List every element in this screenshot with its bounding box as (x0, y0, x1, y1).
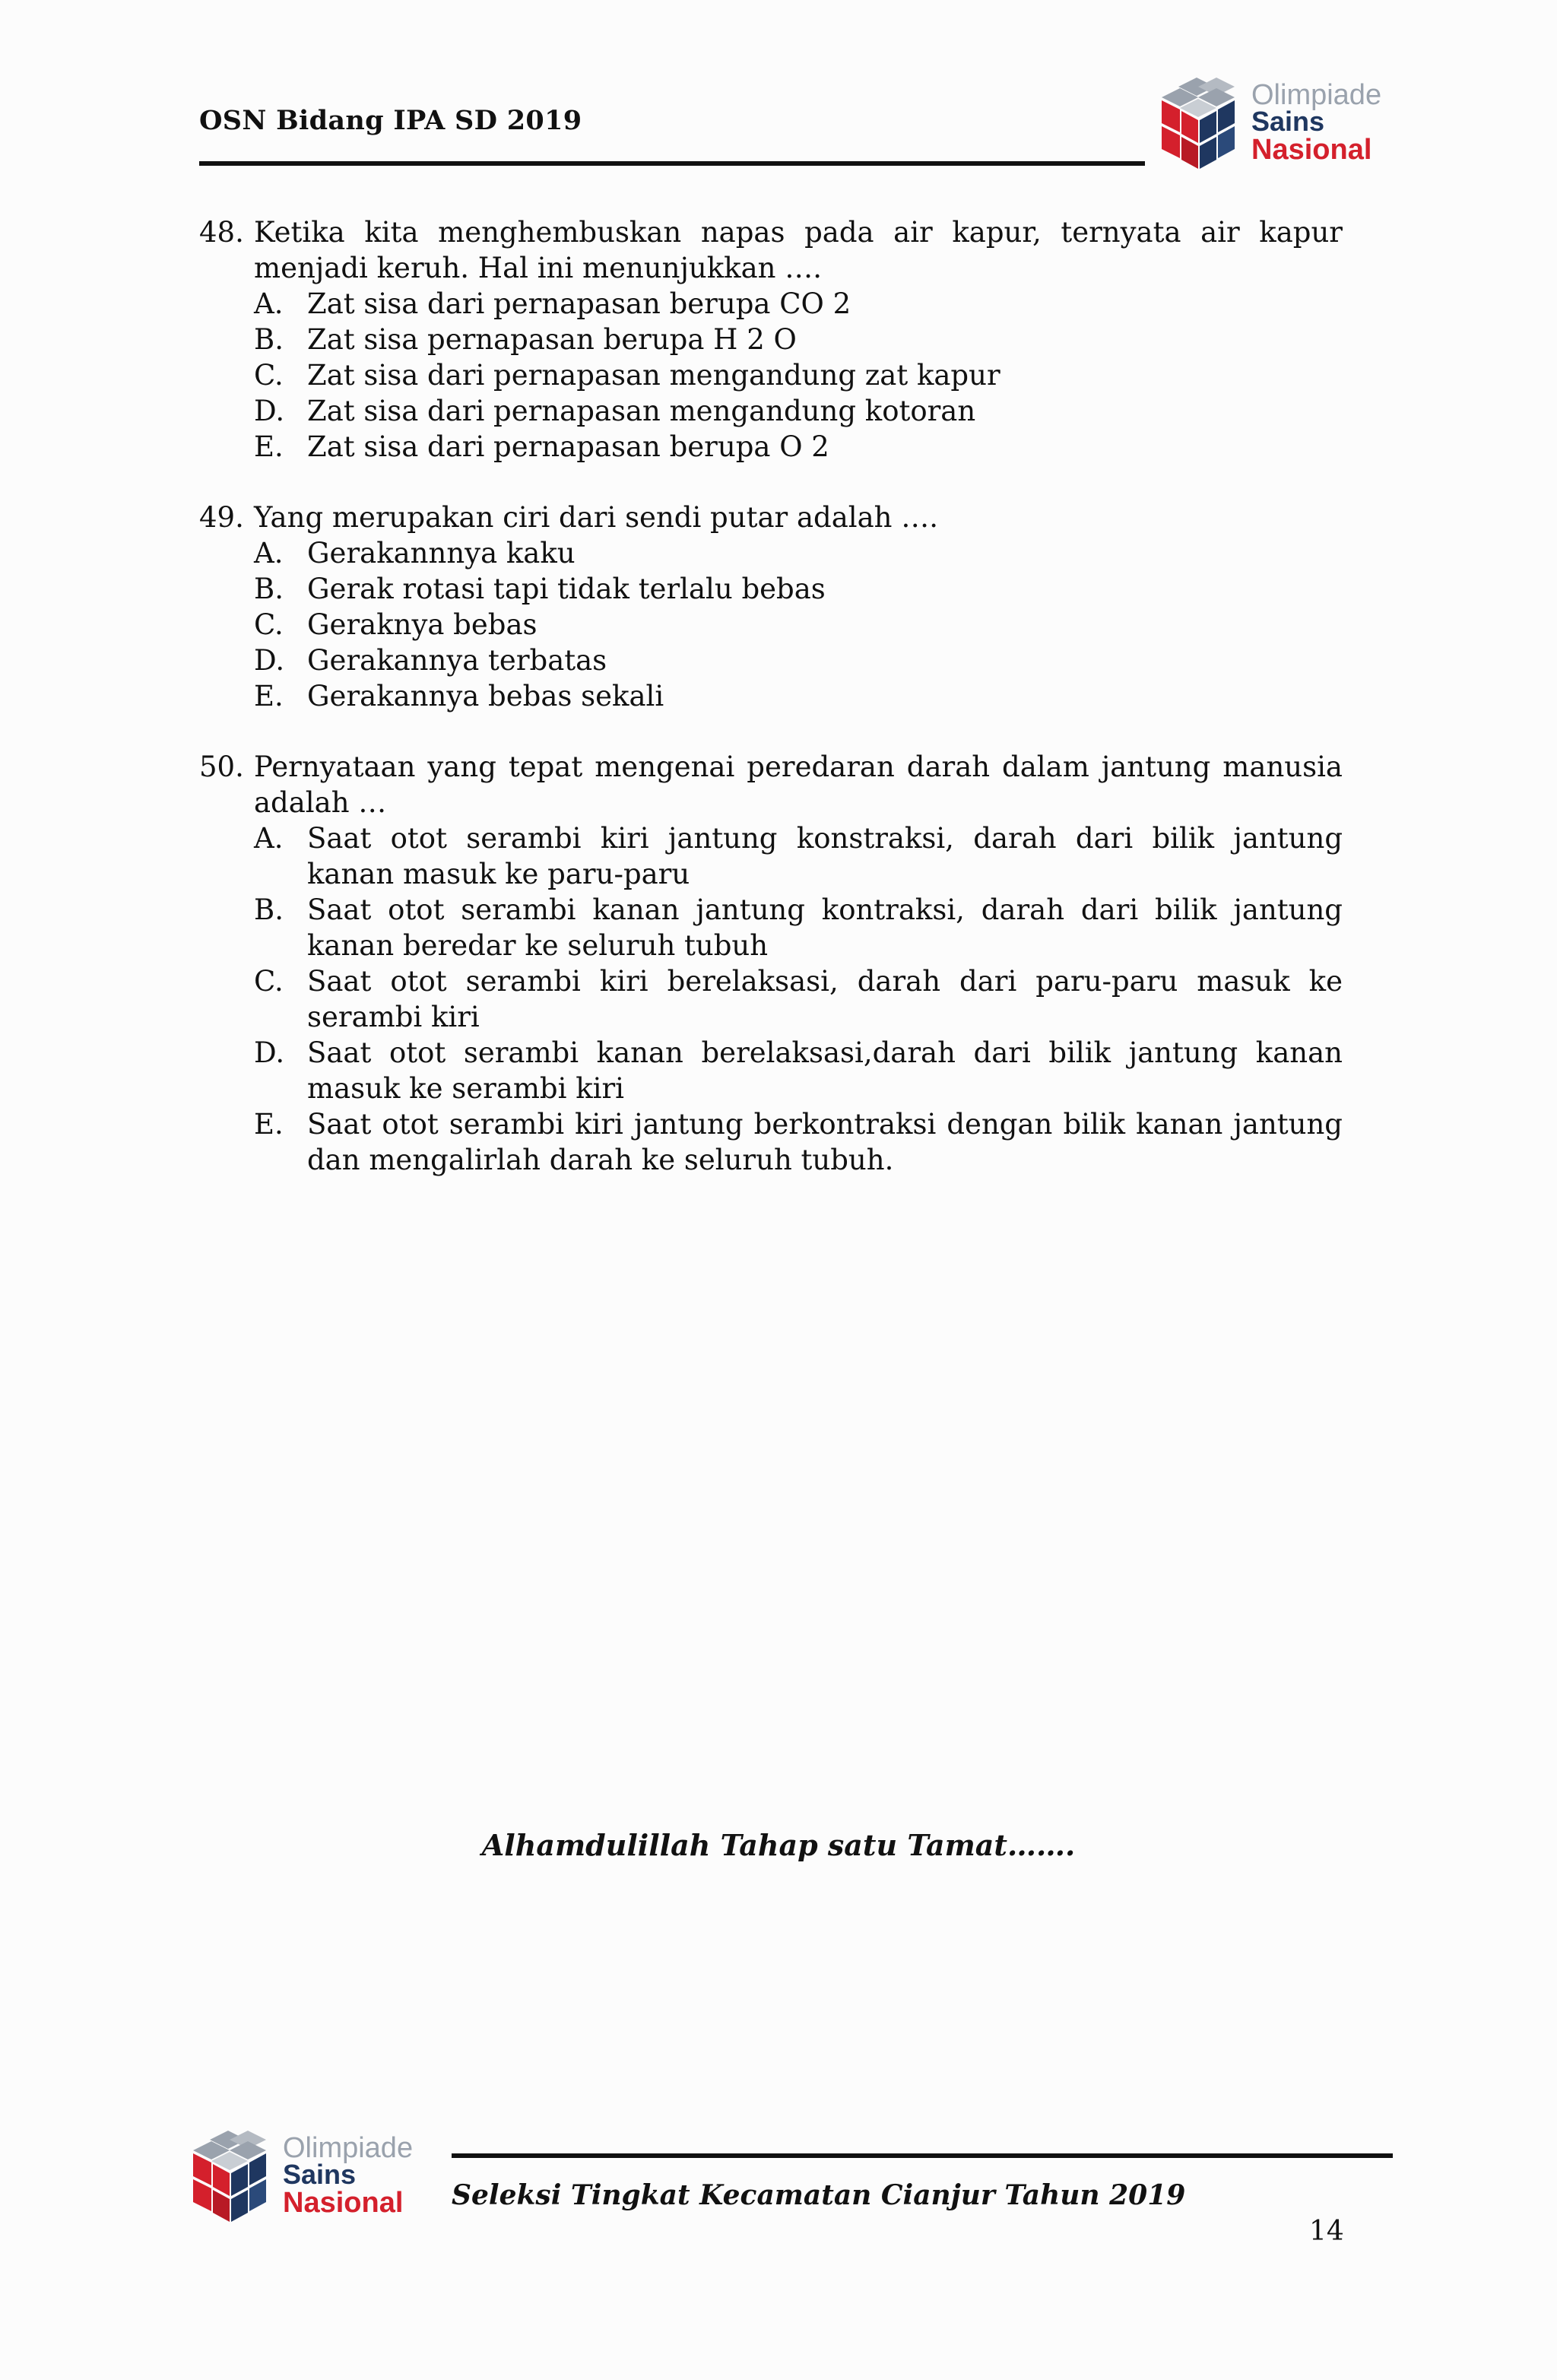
answer-option (254, 820, 1343, 892)
logo-word-nasional: Nasional (1251, 134, 1372, 166)
page-header-title: OSN Bidang IPA SD 2019 (199, 105, 582, 136)
option-letter: E. (254, 430, 284, 463)
option-letter: D. (254, 644, 285, 677)
option-text: Zat sisa dari pernapasan berupa CO 2 (307, 287, 851, 320)
option-text: Gerakannya bebas sekali (307, 680, 664, 712)
question-stem (199, 500, 1343, 535)
answer-option (254, 357, 1343, 393)
option-letter: B. (254, 323, 284, 356)
option-letter: C. (254, 965, 284, 998)
answer-option (254, 892, 1343, 963)
option-text: Gerak rotasi tapi tidak terlalu bebas (307, 573, 826, 605)
logo-word-sains: Sains (1251, 106, 1325, 137)
logo-word-nasional: Nasional (283, 2187, 404, 2219)
answer-option (254, 322, 1343, 357)
question-48 (199, 214, 1343, 465)
question-50 (199, 749, 1343, 1178)
option-text: Zat sisa dari pernapasan berupa O 2 (307, 430, 829, 463)
option-text: Gerakannya terbatas (307, 644, 607, 677)
footer-text: Seleksi Tingkat Kecamatan Cianjur Tahun 2019 (452, 2179, 1186, 2211)
option-letter: B. (254, 573, 284, 605)
option-letter: E. (254, 680, 284, 712)
answer-option (254, 286, 1343, 322)
cube-logo-icon (182, 2125, 283, 2231)
option-letter: A. (254, 822, 284, 855)
question-text: Yang merupakan ciri dari sendi putar adalah …. (254, 501, 938, 534)
option-letter: A. (254, 287, 284, 320)
option-letter: A. (254, 537, 284, 570)
option-text: Geraknya bebas (307, 608, 537, 641)
question-49 (199, 500, 1343, 714)
option-letter: C. (254, 608, 284, 641)
answer-option (254, 643, 1343, 678)
question-list (199, 214, 1343, 1213)
option-letter: B. (254, 893, 284, 926)
question-text: Pernyataan yang tepat mengenai peredaran darah dalam jantung manusia adalah … (254, 750, 1343, 819)
question-stem (199, 749, 1343, 820)
page-number: 14 (1309, 2216, 1344, 2247)
option-text: Saat otot serambi kanan berelaksasi,darah dari bilik jantung kanan masuk ke serambi kiri (307, 1036, 1343, 1105)
answer-option (254, 678, 1343, 714)
option-letter: D. (254, 1036, 285, 1069)
answer-option (254, 393, 1343, 429)
question-text: Ketika kita menghembuskan napas pada air kapur, ternyata air kapur menjadi keruh. Hal ini menunjukkan …. (254, 216, 1343, 284)
answer-option (254, 429, 1343, 465)
osn-logo-header (1151, 71, 1394, 178)
option-letter: D. (254, 395, 285, 427)
osn-logo-footer (182, 2125, 426, 2231)
header-divider (199, 161, 1145, 166)
logo-word-olimpiade: Olimpiade (1251, 79, 1382, 111)
answer-option (254, 535, 1343, 571)
option-text: Saat otot serambi kiri jantung konstraksi, darah dari bilik jantung kanan masuk ke paru-paru (307, 822, 1343, 890)
answer-option (254, 1106, 1343, 1178)
answer-option (254, 571, 1343, 607)
option-text: Saat otot serambi kanan jantung kontraksi, darah dari bilik jantung kanan beredar ke seluruh tubuh (307, 893, 1343, 962)
answer-option (254, 963, 1343, 1035)
logo-word-sains: Sains (283, 2159, 357, 2190)
option-letter: C. (254, 359, 284, 392)
option-text: Zat sisa dari pernapasan mengandung zat kapur (307, 359, 1000, 392)
closing-text: Alhamdulillah Tahap satu Tamat……. (481, 1828, 1076, 1862)
question-stem (199, 214, 1343, 286)
question-number: 48. (199, 216, 244, 249)
answer-option (254, 607, 1343, 643)
option-letter: E. (254, 1108, 284, 1141)
option-text: Saat otot serambi kiri berelaksasi, darah dari paru-paru masuk ke serambi kiri (307, 965, 1343, 1033)
answer-option (254, 1035, 1343, 1106)
option-text: Zat sisa dari pernapasan mengandung kotoran (307, 395, 976, 427)
logo-word-olimpiade: Olimpiade (283, 2132, 414, 2164)
option-text: Saat otot serambi kiri jantung berkontraksi dengan bilik kanan jantung dan mengalirlah darah ke seluruh tubuh. (307, 1108, 1343, 1176)
footer-divider (452, 2153, 1393, 2158)
question-number: 49. (199, 501, 244, 534)
question-number: 50. (199, 750, 244, 783)
cube-logo-icon (1151, 71, 1251, 178)
option-text: Gerakannnya kaku (307, 537, 576, 570)
option-text: Zat sisa pernapasan berupa H 2 O (307, 323, 797, 356)
